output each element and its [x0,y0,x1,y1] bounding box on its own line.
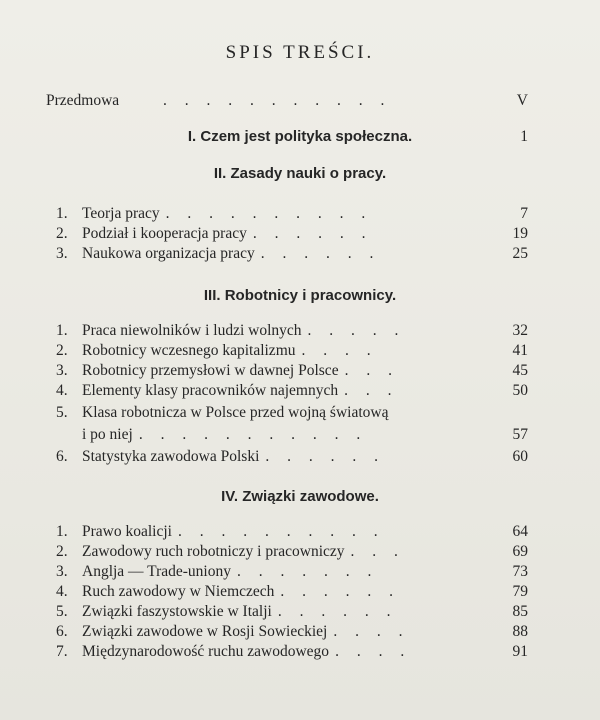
entry-number: 5. [56,404,68,421]
toc-entry [56,446,528,468]
toc-entry [56,561,528,583]
entry-number: 6. [56,448,68,465]
entry-title: Statystyka zawodowa Polski [82,448,260,465]
page-number: 1 [520,128,528,145]
page-number: 45 [512,362,528,379]
page-title: SPIS TREŚCI. [225,42,375,63]
leader-dots: . . . . [333,623,410,640]
page-number: 91 [512,643,528,660]
entry-number: 3. [56,362,68,379]
leader-dots: . . . [344,362,399,379]
entry-number: 7. [56,643,68,660]
page-number: 57 [512,426,528,443]
leader-dots: . . . . . . . . . . [165,205,373,222]
leader-dots: . . . . . . . [236,563,379,580]
toc-entry [56,203,528,225]
section-heading-1 [0,126,600,148]
leader-dots: . . . [344,382,399,399]
toc-entry [56,360,528,382]
leader-dots: . . . . . . [260,245,381,262]
entry-title: Związki faszystowskie w Italji [82,603,272,620]
toc-entry [56,402,528,424]
toc-entry [56,340,528,362]
leader-dots: . . . . . [307,322,406,339]
page-number: 19 [512,225,528,242]
entry-number: 3. [56,563,68,580]
toc-entry [56,601,528,623]
page-number: 50 [512,382,528,399]
section-title: IV. Związki zawodowe. [221,488,379,505]
toc-entry-continuation [82,424,528,446]
page-number: 60 [512,448,528,465]
entry-title: Podział i kooperacja pracy [82,225,247,242]
entry-title: Międzynarodowość ruchu zawodowego [82,643,330,660]
entry-title: Elementy klasy pracowników najemnych [82,382,339,399]
section-heading-3 [0,285,600,307]
entry-title: Zawodowy ruch robotniczy i pracowniczy [82,543,345,560]
section-title: I. Czem jest polityka społeczna. [187,128,413,145]
page-number: 7 [520,205,528,222]
entry-number: 4. [56,583,68,600]
page-number: 73 [512,563,528,580]
toc-entry-preface [46,90,528,112]
entry-title: Prawo koalicji [82,523,172,540]
entry-title: Robotnicy przemysłowi w dawnej Polsce [82,362,339,379]
entry-number: 4. [56,382,68,399]
page-number: 88 [512,623,528,640]
toc-entry [56,380,528,402]
section-heading-4 [0,486,600,508]
entry-title: Ruch zawodowy w Niemczech [82,583,275,600]
page-number: V [516,92,528,109]
toc-entry [56,320,528,342]
leader-dots: . . . . . . [265,448,385,465]
page-number: 79 [512,583,528,600]
page-number: 64 [512,523,528,540]
leader-dots: . . . . . . . . . . [177,523,385,540]
entry-number: 6. [56,623,68,640]
entry-number: 1. [56,322,68,339]
leader-dots: . . . . . . [277,603,398,620]
entry-title: i po niej [82,426,133,443]
entry-title: Naukowa organizacja pracy [82,245,255,262]
toc-entry [56,541,528,563]
section-title: II. Zasady nauki o pracy. [213,165,387,182]
entry-title: Teorja pracy [82,205,160,222]
entry-number: 2. [56,225,68,242]
entry-number: 2. [56,543,68,560]
entry-title: Klasa robotnicza w Polsce przed wojną światową [82,404,389,421]
leader-dots: . . . . . . . . . . . [138,426,368,443]
page-number: 41 [512,342,528,359]
page-number: 25 [512,245,528,262]
entry-number: 5. [56,603,68,620]
entry-title: Przedmowa [46,92,120,109]
entry-title: Związki zawodowe w Rosji Sowieckiej [82,623,328,640]
toc-entry [56,641,528,663]
leader-dots: . . . . [335,643,412,660]
toc-entry [56,581,528,603]
page-number: 32 [512,322,528,339]
section-title: III. Robotnicy i pracownicy. [203,287,397,304]
page-number: 85 [512,603,528,620]
toc-entry [56,621,528,643]
toc-entry [56,521,528,543]
entry-title: Robotnicy wczesnego kapitalizmu [82,342,296,359]
toc-entry [56,223,528,245]
section-heading-2 [0,163,600,185]
entry-number: 1. [56,205,68,222]
leader-dots: . . . . . . . . . . . [163,92,392,109]
entry-title: Anglja — Trade-uniony [82,563,231,580]
leader-dots: . . . . [301,342,378,359]
leader-dots: . . . . . . [280,583,401,600]
page-number: 69 [512,543,528,560]
leader-dots: . . . [350,543,405,560]
entry-number: 1. [56,523,68,540]
entry-number: 2. [56,342,68,359]
entry-title: Praca niewolników i ludzi wolnych [82,322,302,339]
entry-number: 3. [56,245,68,262]
toc-entry [56,243,528,265]
leader-dots: . . . . . . [252,225,373,242]
